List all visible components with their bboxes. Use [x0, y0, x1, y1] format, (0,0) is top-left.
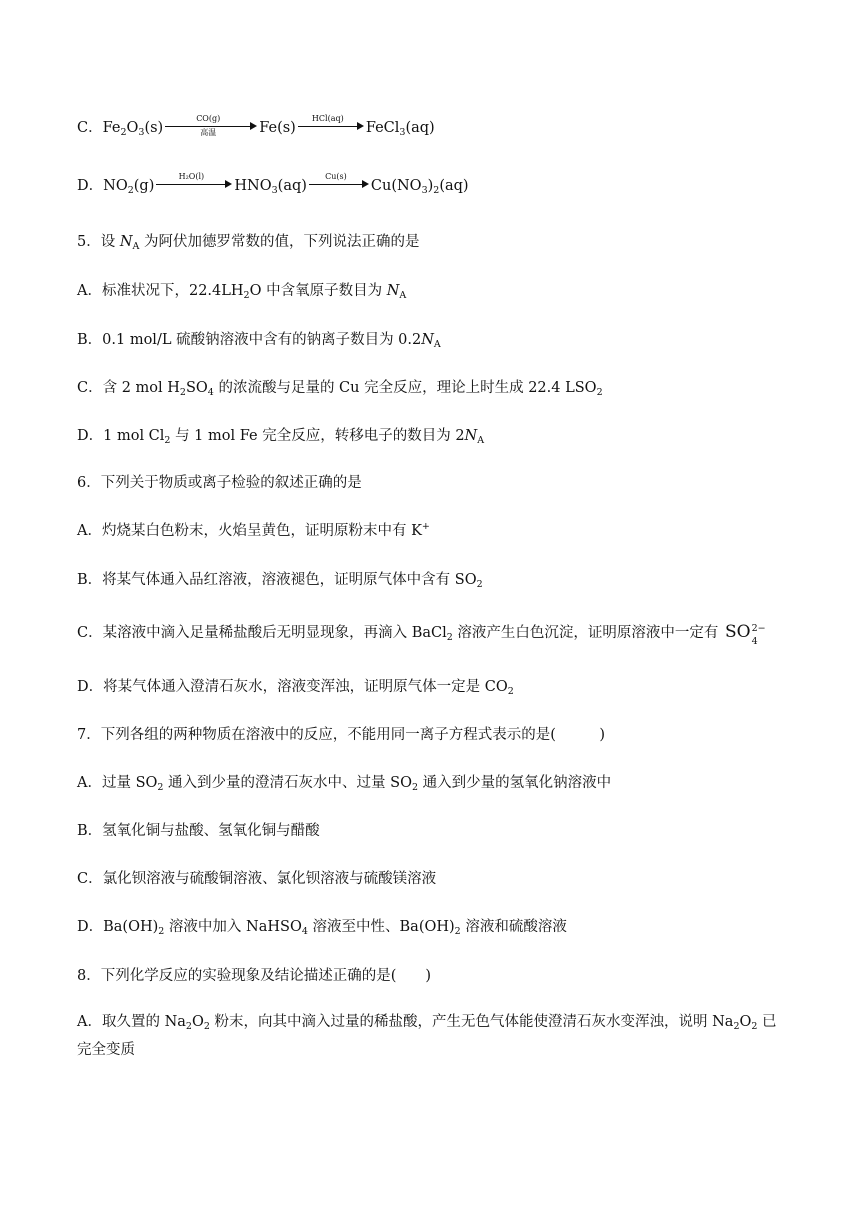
q7-option-b: [77, 821, 320, 841]
reaction-arrow: [165, 116, 257, 136]
q5-stem: [77, 232, 420, 252]
subscript: 2: [596, 387, 603, 398]
arrow-condition-bottom: 高温: [200, 128, 217, 137]
q5-option-d: [77, 426, 484, 446]
option-text: 粉末，向其中滴入过量的稀盐酸，产生无色气体能使澄清石灰水变浑浊，说明 Na: [209, 1014, 734, 1030]
arrow-condition-top: H₂O(l): [178, 172, 205, 181]
formula-text: Fe: [102, 120, 121, 136]
avogadro-symbol: N: [421, 332, 434, 348]
option-text: D．1 mol Cl: [77, 428, 165, 444]
formula-text: NO: [103, 178, 128, 194]
arrow-condition-top: CO(g): [196, 114, 221, 123]
option-text: C．某溶液中滴入足量稀盐酸后无明显现象，再滴入 BaCl: [77, 625, 447, 641]
subscript: A: [477, 435, 485, 446]
option-label: C．: [77, 120, 103, 136]
subscript: 2: [751, 1021, 758, 1032]
q6-option-a: [77, 521, 430, 541]
option-text: A．过量 SO: [77, 775, 158, 791]
formula-text: HNO: [234, 178, 272, 194]
stem-text: 8．下列化学反应的实验现象及结论描述正确的是( ): [77, 968, 432, 984]
q6-option-b: [77, 570, 483, 590]
sulfate-ion: [725, 622, 766, 647]
formula-text: Cu(NO: [370, 178, 422, 194]
reaction-arrow: [309, 174, 369, 194]
formula-text: (aq): [405, 120, 435, 136]
formula-text: O: [126, 120, 139, 136]
formula-text: ): [427, 178, 434, 194]
arrow-condition-top: Cu(s): [325, 172, 347, 181]
formula-text: (g): [133, 178, 155, 194]
option-text: A．标准状况下，22.4LH: [77, 283, 244, 299]
ion-formula: SO: [725, 622, 751, 642]
superscript: 2−: [751, 622, 766, 634]
subscript: 4: [301, 926, 308, 937]
subscript: 3: [271, 185, 278, 196]
subscript: 2: [158, 926, 165, 937]
option-text: 溶液中加入 NaHSO: [164, 919, 302, 935]
subscript: 2: [157, 782, 164, 793]
option-text: 溶液和硫酸溶液: [460, 919, 567, 935]
q5-option-a: [77, 281, 406, 301]
option-label: D．: [77, 178, 104, 194]
option-text: A．灼烧某白色粉末，火焰呈黄色，证明原粉末中有 K: [77, 523, 422, 539]
subscript: A: [132, 241, 140, 252]
subscript: 2: [243, 290, 250, 301]
subscript: A: [399, 290, 407, 301]
q7-option-a: [77, 773, 611, 793]
q6-option-d: [77, 677, 514, 697]
option-text: 通入到少量的澄清石灰水中、过量 SO: [163, 775, 412, 791]
formula-text: Fe(s): [259, 120, 296, 136]
option-text: 与 1 mol Fe 完全反应，转移电子的数目为 2: [170, 428, 465, 444]
option-text: D．将某气体通入澄清石灰水，溶液变浑浊，证明原气体一定是 CO: [77, 679, 508, 695]
subscript: 3: [399, 127, 406, 138]
subscript: 2: [164, 435, 171, 446]
subscript: 2: [454, 926, 461, 937]
formula-text: (s): [144, 120, 164, 136]
option-text: 溶液产生白色沉淀，证明原溶液中一定有: [452, 625, 723, 641]
subscript: 2: [412, 782, 419, 793]
avogadro-symbol: N: [386, 283, 400, 299]
option-text: O: [739, 1014, 752, 1030]
subscript: 2: [433, 185, 440, 196]
subscript: 4: [751, 635, 758, 647]
reaction-arrow: [298, 116, 364, 136]
stem-text: 5．设: [77, 234, 120, 250]
option-text: B．氢氧化铜与盐酸、氢氧化铜与醋酸: [77, 823, 320, 839]
q7-option-c: [77, 869, 436, 889]
q8-option-a: [77, 1008, 789, 1064]
subscript: 2: [733, 1021, 740, 1032]
subscript: 2: [179, 387, 186, 398]
q6-option-c: [77, 622, 766, 647]
option-text: 通入到少量的氢氧化钠溶液中: [418, 775, 612, 791]
option-text: B．将某气体通入品红溶液，溶液褪色，证明原气体中含有 SO: [77, 572, 477, 588]
superscript: +: [421, 521, 430, 532]
subscript: 3: [138, 127, 145, 138]
subscript: 2: [446, 632, 453, 643]
option-text: A．取久置的 Na: [77, 1014, 186, 1030]
avogadro-symbol: N: [119, 234, 133, 250]
avogadro-symbol: N: [464, 428, 478, 444]
q4-option-d: [77, 172, 469, 196]
stem-text: 为阿伏加德罗常数的值，下列说法正确的是: [139, 234, 420, 250]
option-text: B．0.1 mol/L 硫酸钠溶液中含有的钠离子数目为 0.2: [77, 332, 422, 348]
stem-text: 7．下列各组的两种物质在溶液中的反应，不能用同一离子方程式表示的是( ): [77, 727, 606, 743]
q5-option-b: [77, 330, 441, 350]
option-text: C．氯化钡溶液与硫酸铜溶液、氯化钡溶液与硫酸镁溶液: [77, 871, 437, 887]
option-text: 已完全变质: [77, 1014, 777, 1058]
q6-stem: [77, 473, 362, 493]
arrow-condition-top: HCl(aq): [311, 114, 344, 123]
option-text: C．含 2 mol H: [77, 380, 180, 396]
option-text: O 中含氧原子数目为: [249, 283, 387, 299]
q8-stem: [77, 966, 431, 986]
stem-text: 6．下列关于物质或离子检验的叙述正确的是: [77, 475, 362, 491]
q7-option-d: [77, 917, 567, 937]
subscript: A: [433, 339, 441, 350]
option-text: D．Ba(OH): [77, 919, 159, 935]
option-text: 的浓流酸与足量的 Cu 完全反应，理论上时生成 22.4 LSO: [213, 380, 597, 396]
subscript: 3: [421, 185, 428, 196]
subscript: 2: [507, 686, 514, 697]
subscript: 2: [476, 579, 483, 590]
reaction-arrow: [156, 174, 232, 194]
subscript: 4: [207, 387, 214, 398]
subscript: 2: [120, 127, 127, 138]
q5-option-c: [77, 378, 603, 398]
q7-stem: [77, 725, 605, 745]
subscript: 2: [185, 1021, 192, 1032]
option-text: SO: [185, 380, 208, 396]
option-text: O: [191, 1014, 204, 1030]
subscript: 2: [203, 1021, 210, 1032]
q4-option-c: [77, 114, 435, 138]
subscript: 2: [127, 185, 134, 196]
formula-text: FeCl: [365, 120, 400, 136]
formula-text: (aq): [439, 178, 469, 194]
option-text: 溶液至中性、Ba(OH): [307, 919, 455, 935]
formula-text: (aq): [277, 178, 307, 194]
